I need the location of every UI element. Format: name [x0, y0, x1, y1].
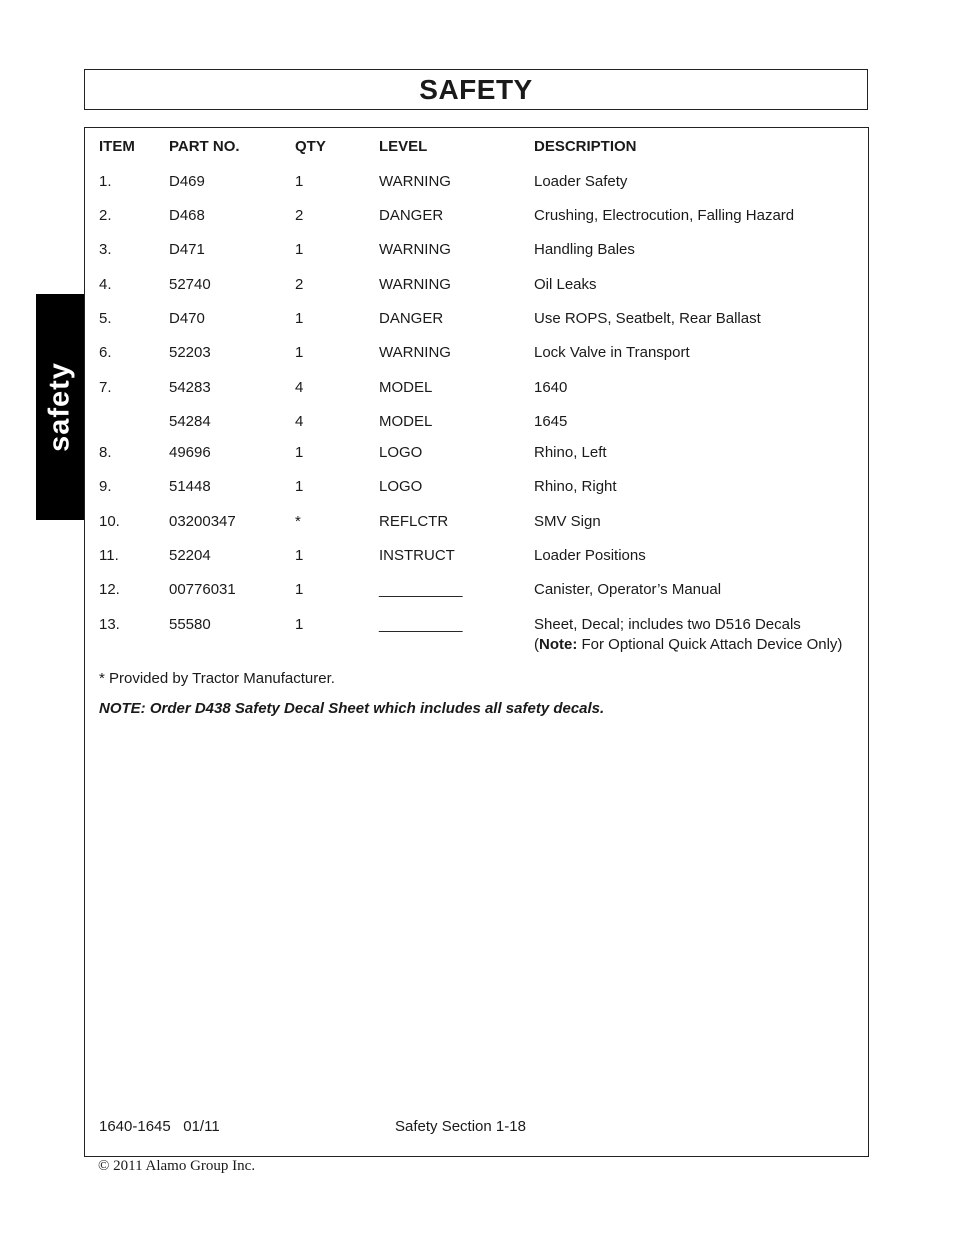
- cell-item: 2.: [99, 207, 112, 224]
- copyright: © 2011 Alamo Group Inc.: [98, 1158, 256, 1174]
- cell-qty: 2: [295, 207, 304, 224]
- cell-part-no: 03200347: [169, 513, 236, 530]
- cell-part-no: 52204: [169, 547, 211, 564]
- side-tab-label: safety: [43, 362, 76, 452]
- header-part-no: PART NO.: [169, 138, 240, 155]
- cell-item: 8.: [99, 444, 112, 461]
- cell-item: 6.: [99, 344, 112, 361]
- cell-part-no: D469: [169, 173, 205, 190]
- cell-qty: 4: [295, 379, 304, 396]
- cell-description: Oil Leaks: [534, 276, 597, 293]
- cell-part-no: 52203: [169, 344, 211, 361]
- cell-part-no: D470: [169, 310, 205, 327]
- decal-parts-panel: [84, 127, 869, 1157]
- cell-level: REFLCTR: [379, 513, 449, 530]
- cell-description: Loader Positions: [534, 547, 646, 564]
- cell-level: MODEL: [379, 379, 433, 396]
- cell-item: 9.: [99, 478, 112, 495]
- page-title-box: [84, 69, 868, 110]
- cell-qty: 1: [295, 344, 304, 361]
- order-note: NOTE: Order D438 Safety Decal Sheet which includes all safety decals.: [99, 700, 605, 717]
- note-label: Note:: [539, 636, 578, 653]
- footer-section-page: Safety Section 1-18: [395, 1118, 526, 1135]
- cell-level: WARNING: [379, 344, 451, 361]
- cell-qty: 1: [295, 241, 304, 258]
- cell-description: Canister, Operator’s Manual: [534, 581, 722, 598]
- cell-level: __________: [379, 616, 463, 633]
- cell-qty: 1: [295, 478, 304, 495]
- cell-part-no: 55580: [169, 616, 211, 633]
- cell-description: Rhino, Left: [534, 444, 607, 461]
- cell-qty: 1: [295, 444, 304, 461]
- cell-level: MODEL: [379, 413, 433, 430]
- cell-part-no: 00776031: [169, 581, 236, 598]
- cell-qty: 1: [295, 616, 304, 633]
- cell-qty: 1: [295, 310, 304, 327]
- cell-part-no: 51448: [169, 478, 211, 495]
- header-level: LEVEL: [379, 138, 428, 155]
- cell-qty: 1: [295, 581, 304, 598]
- cell-item: 13.: [99, 616, 120, 633]
- cell-level: DANGER: [379, 310, 444, 327]
- cell-description: SMV Sign: [534, 513, 601, 530]
- cell-item: 12.: [99, 581, 120, 598]
- cell-part-no: D471: [169, 241, 205, 258]
- footer-model-date: 1640-1645 01/11: [99, 1118, 220, 1135]
- cell-item: 3.: [99, 241, 112, 258]
- cell-level: LOGO: [379, 478, 423, 495]
- cell-description: Crushing, Electrocution, Falling Hazard: [534, 207, 795, 224]
- cell-level: LOGO: [379, 444, 423, 461]
- cell-level: INSTRUCT: [379, 547, 455, 564]
- cell-qty: 1: [295, 173, 304, 190]
- cell-item: 7.: [99, 379, 112, 396]
- footnote: * Provided by Tractor Manufacturer.: [99, 670, 335, 687]
- cell-description: 1640: [534, 379, 568, 396]
- header-description: DESCRIPTION: [534, 138, 637, 155]
- cell-level: WARNING: [379, 241, 451, 258]
- note-open-paren: (: [534, 636, 539, 653]
- cell-description: Sheet, Decal; includes two D516 Decals: [534, 616, 801, 633]
- cell-qty: 2: [295, 276, 304, 293]
- cell-description: 1645: [534, 413, 568, 430]
- cell-description: Loader Safety: [534, 173, 628, 190]
- cell-qty: *: [295, 513, 301, 530]
- cell-description: Handling Bales: [534, 241, 635, 258]
- cell-part-no: 54283: [169, 379, 211, 396]
- cell-item: 4.: [99, 276, 112, 293]
- row13-note: [534, 634, 842, 655]
- cell-part-no: D468: [169, 207, 205, 224]
- cell-item: 10.: [99, 513, 120, 530]
- header-item: ITEM: [99, 138, 135, 155]
- page-title: SAFETY: [419, 73, 533, 105]
- cell-part-no: 54284: [169, 413, 211, 430]
- cell-qty: 1: [295, 547, 304, 564]
- note-text: For Optional Quick Attach Device Only): [577, 636, 843, 653]
- cell-item: 1.: [99, 173, 112, 190]
- cell-level: DANGER: [379, 207, 444, 224]
- cell-level: WARNING: [379, 276, 451, 293]
- cell-level: __________: [379, 581, 463, 598]
- cell-description: Use ROPS, Seatbelt, Rear Ballast: [534, 310, 761, 327]
- cell-description: Rhino, Right: [534, 478, 617, 495]
- header-qty: QTY: [295, 138, 326, 155]
- cell-description: Lock Valve in Transport: [534, 344, 690, 361]
- cell-item: 11.: [99, 547, 119, 564]
- cell-level: WARNING: [379, 173, 451, 190]
- cell-item: 5.: [99, 310, 112, 327]
- cell-part-no: 49696: [169, 444, 211, 461]
- cell-part-no: 52740: [169, 276, 211, 293]
- cell-qty: 4: [295, 413, 304, 430]
- side-section-tab: [36, 294, 84, 520]
